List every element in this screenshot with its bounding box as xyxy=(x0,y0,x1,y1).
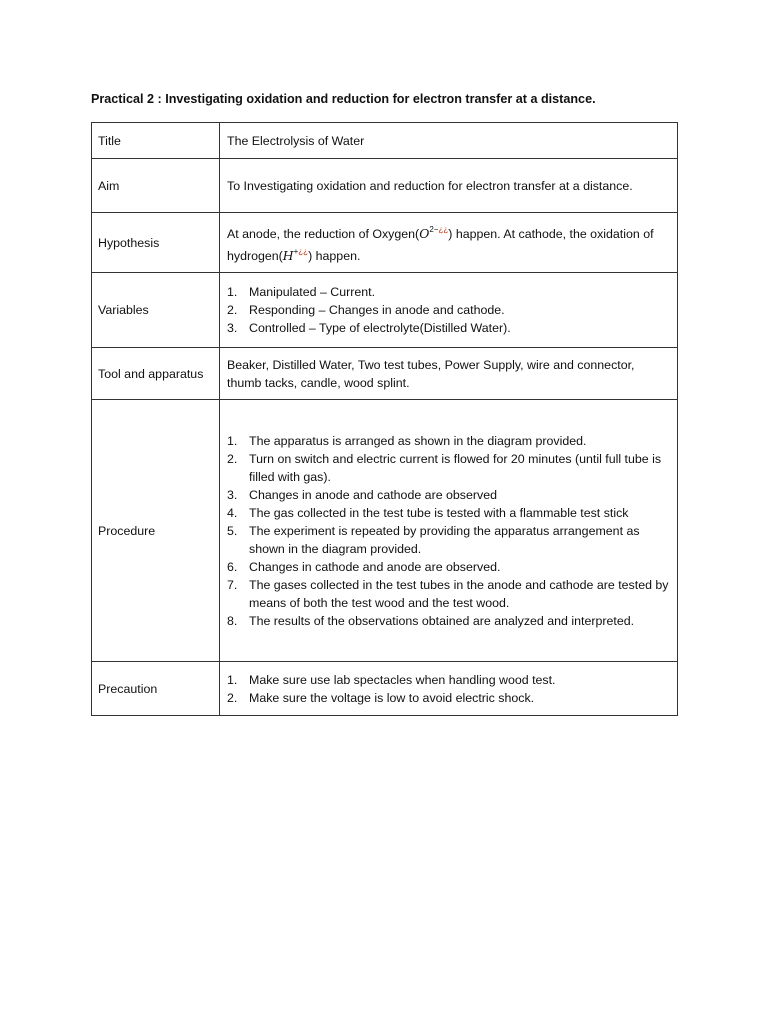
hydrogen-charge-glyph: ¿¿ xyxy=(298,246,309,256)
document-heading: Practical 2 : Investigating oxidation and reduction for electron transfer at a distance. xyxy=(91,92,596,106)
table-row-aim xyxy=(92,159,678,213)
row-label-title: Title xyxy=(92,123,220,159)
procedure-list xyxy=(227,432,671,630)
row-label-precaution: Precaution xyxy=(92,662,220,716)
list-item: 5. The experiment is repeated by providing the apparatus arrangement as shown in the diagram provided. xyxy=(227,523,640,556)
list-item: 2. Turn on switch and electric current is flowed for 20 minutes (until full tube is filled with gas). xyxy=(227,451,662,484)
row-label-procedure: Procedure xyxy=(92,400,220,662)
list-item: 7. The gases collected in the test tubes in the anode and cathode are tested by means of both the test wood and the test wood. xyxy=(227,577,669,610)
row-label-variables: Variables xyxy=(92,273,220,348)
oxygen-charge-value: 2− xyxy=(429,224,439,234)
list-item: 6. Changes in cathode and anode are observed. xyxy=(227,559,501,574)
list-item: 1. The apparatus is arranged as shown in the diagram provided. xyxy=(227,433,587,448)
hypothesis-text-1: At anode, the reduction of Oxygen( xyxy=(227,226,420,241)
list-item: 1. Make sure use lab spectacles when handling wood test. xyxy=(227,672,556,687)
list-item: 3. Changes in anode and cathode are observed xyxy=(227,487,498,502)
row-value-aim: To Investigating oxidation and reduction for electron transfer at a distance. xyxy=(220,159,678,213)
precaution-list xyxy=(227,671,671,707)
hydrogen-ion-symbol: H xyxy=(282,247,294,263)
table-row-procedure xyxy=(92,400,678,662)
hydrogen-charge-value: + xyxy=(293,246,299,256)
list-item: 1. Manipulated – Current. xyxy=(227,285,376,299)
table-row-tools xyxy=(92,348,678,400)
list-item: 4. The gas collected in the test tube is tested with a flammable test stick xyxy=(227,505,629,520)
row-value-procedure xyxy=(220,400,678,662)
oxygen-ion-symbol: O xyxy=(419,225,430,241)
row-value-precaution xyxy=(220,662,678,716)
table-row-title xyxy=(92,123,678,159)
oxygen-ion-charge xyxy=(429,225,448,234)
list-item: 2. Make sure the voltage is low to avoid electric shock. xyxy=(227,690,535,705)
table-row-hypothesis xyxy=(92,213,678,273)
table-row-precaution xyxy=(92,662,678,716)
list-item: 8. The results of the observations obtained are analyzed and interpreted. xyxy=(227,613,635,628)
hydrogen-ion-charge xyxy=(294,247,308,256)
oxygen-charge-glyph: ¿¿ xyxy=(438,224,449,234)
row-value-variables xyxy=(220,273,678,348)
table-row-variables xyxy=(92,273,678,348)
variables-list xyxy=(227,283,671,337)
list-item: 2. Responding – Changes in anode and cathode. xyxy=(227,303,505,317)
row-label-aim: Aim xyxy=(92,159,220,213)
row-label-tools: Tool and apparatus xyxy=(92,348,220,400)
hypothesis-text-2: ) happen. At cathode, the oxidation of hydrogen( xyxy=(227,226,654,263)
hypothesis-text-3: ) happen. xyxy=(308,248,361,263)
row-label-hypothesis: Hypothesis xyxy=(92,213,220,273)
row-value-tools: Beaker, Distilled Water, Two test tubes, Power Supply, wire and connector, thumb tacks, candle, wood splint. xyxy=(220,348,678,400)
practical-table xyxy=(91,122,678,716)
row-value-hypothesis xyxy=(220,213,678,273)
row-value-title: The Electrolysis of Water xyxy=(220,123,678,159)
list-item: 3. Controlled – Type of electrolyte(Distilled Water). xyxy=(227,321,511,335)
